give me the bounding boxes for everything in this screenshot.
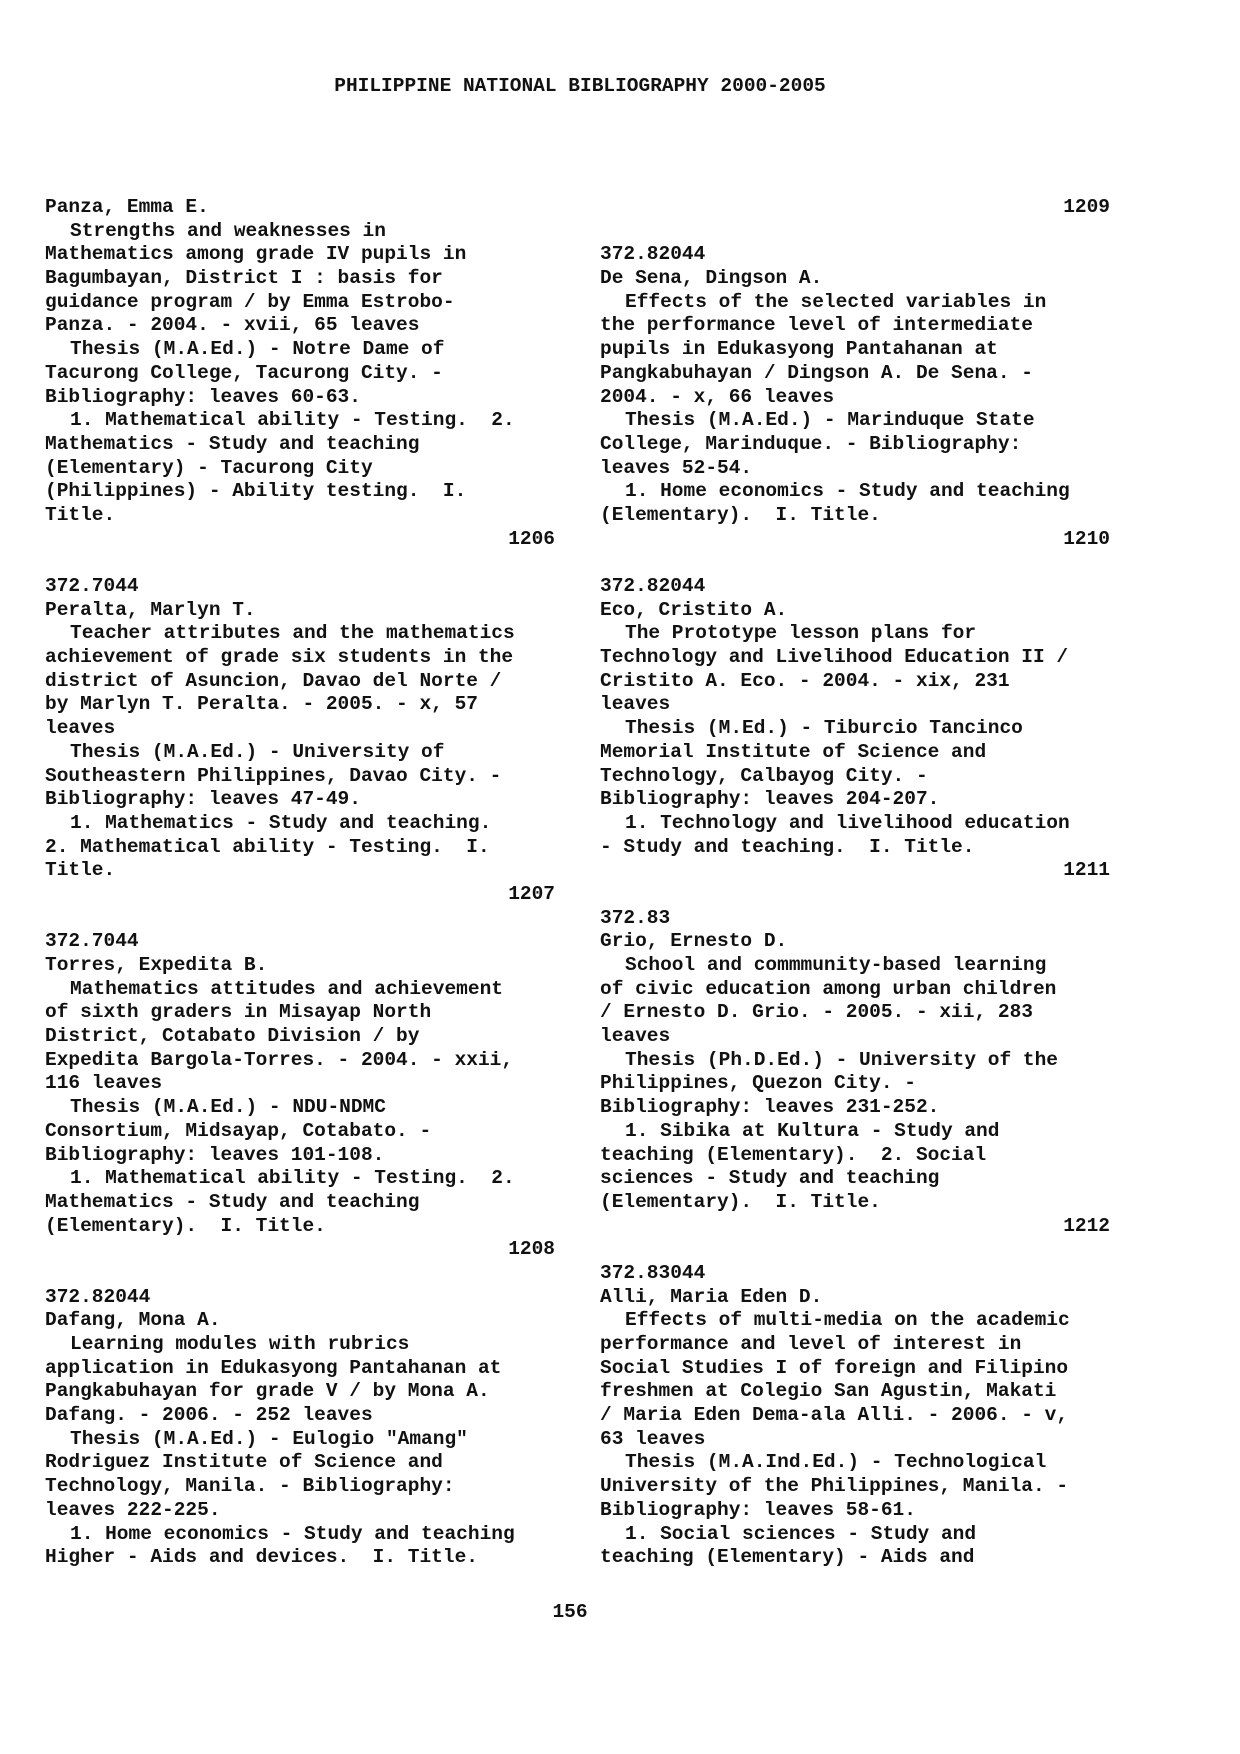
entry-line: leaves	[600, 1025, 671, 1048]
entry-line: Alli, Maria Eden D.	[600, 1285, 823, 1308]
entry-line: 372.82044	[45, 1285, 151, 1308]
entry-line: Effects of multi-media on the academic	[625, 1309, 1070, 1332]
blank-line	[45, 1262, 555, 1286]
entry-line: Higher - Aids and devices. I. Title.	[45, 1546, 478, 1569]
entry-line: Dafang. - 2006. - 252 leaves	[45, 1404, 373, 1427]
entry-number: 1211	[1063, 859, 1110, 882]
entry-line: Tacurong College, Tacurong City. -	[45, 361, 443, 384]
entry-line: Thesis (M.Ed.) - Tiburcio Tancinco	[625, 717, 1023, 740]
entry-line: Consortium, Midsayap, Cotabato. -	[45, 1119, 432, 1142]
entry-line: Dafang, Mona A.	[45, 1309, 221, 1332]
entry-line: Technology, Manila. - Bibliography:	[45, 1475, 455, 1498]
blank-line	[45, 551, 555, 575]
entry-line: Rodriguez Institute of Science and	[45, 1451, 443, 1474]
entry-line: Technology, Calbayog City. -	[600, 764, 928, 787]
entry-line: 372.82044	[600, 243, 706, 266]
entry-line: Strengths and weaknesses in	[70, 219, 386, 242]
entry-line: Pangkabuhayan for grade V / by Mona A.	[45, 1380, 490, 1403]
left-column	[45, 196, 555, 1570]
blank-line	[600, 220, 1110, 244]
entry-line: application in Edukasyong Pantahanan at	[45, 1356, 502, 1379]
entry-line: Thesis (M.A.Ed.) - NDU-NDMC	[70, 1096, 386, 1119]
entry-line: Bibliography: leaves 204-207.	[600, 788, 940, 811]
entry-line: by Marlyn T. Peralta. - 2005. - x, 57	[45, 693, 478, 716]
entry-line: Thesis (M.A.Ed.) - Eulogio "Amang"	[70, 1427, 468, 1450]
entry-line: 1. Social sciences - Study and	[625, 1522, 977, 1545]
entry-line: 63 leaves	[600, 1427, 706, 1450]
entry-line: 1. Technology and livelihood education	[625, 811, 1070, 834]
entry-line: freshmen at Colegio San Agustin, Makati	[600, 1380, 1057, 1403]
entry-line: The Prototype lesson plans for	[625, 622, 977, 645]
entry-line: pupils in Edukasyong Pantahanan at	[600, 338, 998, 361]
entry-line: of sixth graders in Misayap North	[45, 1001, 432, 1024]
entry-line: Pangkabuhayan / Dingson A. De Sena. -	[600, 361, 1033, 384]
blank-line	[600, 551, 1110, 575]
entry-line: Panza. - 2004. - xvii, 65 leaves	[45, 314, 420, 337]
entry-line: 1. Mathematical ability - Testing. 2.	[70, 1167, 515, 1190]
entry-line: 372.83	[600, 906, 671, 929]
entry-line: leaves 52-54.	[600, 456, 753, 479]
entry-line: district of Asuncion, Davao del Norte /	[45, 669, 502, 692]
entry-line: teaching (Elementary) - Aids and	[600, 1546, 975, 1569]
entry-line: / Ernesto D. Grio. - 2005. - xii, 283	[600, 1001, 1033, 1024]
blank-line	[600, 1238, 1110, 1262]
entry-line: Grio, Ernesto D.	[600, 930, 788, 953]
entry-line: leaves	[45, 717, 116, 740]
entry-line: of civic education among urban children	[600, 977, 1057, 1000]
entry-number: 1209	[1063, 196, 1110, 218]
entry-line: Eco, Cristito A.	[600, 598, 788, 621]
entry-line: Thesis (M.A.Ed.) - Notre Dame of	[70, 338, 445, 361]
entry-line: Thesis (M.A.Ed.) - Marinduque State	[625, 409, 1035, 432]
entry-line: Bibliography: leaves 101-108.	[45, 1143, 385, 1166]
entry-line: 372.83044	[600, 1261, 706, 1284]
entry-number: 1210	[1063, 527, 1110, 550]
entry-line: 372.7044	[45, 930, 139, 953]
entry-line: Bibliography: leaves 60-63.	[45, 385, 361, 408]
entry-line: Social Studies I of foreign and Filipino	[600, 1356, 1069, 1379]
entry-line: Mathematics among grade IV pupils in	[45, 243, 467, 266]
entry-line: University of the Philippines, Manila. -	[600, 1475, 1069, 1498]
entry-line: achievement of grade six students in the	[45, 646, 514, 669]
entry-line: College, Marinduque. - Bibliography:	[600, 432, 1022, 455]
entry-line: sciences - Study and teaching	[600, 1167, 940, 1190]
entry-line: Mathematics - Study and teaching	[45, 432, 420, 455]
entry-line: leaves 222-225.	[45, 1498, 221, 1521]
entry-line: Title.	[45, 503, 116, 526]
entry-line: (Philippines) - Ability testing. I.	[45, 480, 467, 503]
entry-line: Effects of the selected variables in	[625, 290, 1047, 313]
entry-line: Bibliography: leaves 231-252.	[600, 1096, 940, 1119]
entry-line: - Study and teaching. I. Title.	[600, 835, 975, 858]
entry-line: Mathematics attitudes and achievement	[70, 977, 503, 1000]
entry-line: 2. Mathematical ability - Testing. I.	[45, 835, 490, 858]
entry-line: Panza, Emma E.	[45, 196, 209, 218]
entry-number: 1212	[1063, 1214, 1110, 1237]
entry-line: Thesis (Ph.D.Ed.) - University of the	[625, 1048, 1058, 1071]
entry-line: Expedita Bargola-Torres. - 2004. - xxii,	[45, 1048, 514, 1071]
entry-line: 2004. - x, 66 leaves	[600, 385, 835, 408]
entry-line: 1. Mathematical ability - Testing. 2.	[70, 409, 515, 432]
entry-line: / Maria Eden Dema-ala Alli. - 2006. - v,	[600, 1404, 1069, 1427]
entry-line: Peralta, Marlyn T.	[45, 598, 256, 621]
entry-line: Learning modules with rubrics	[70, 1333, 410, 1355]
entry-line: teaching (Elementary). 2. Social	[600, 1143, 987, 1166]
right-column	[600, 196, 1110, 1570]
entry-line: Technology and Livelihood Education II /	[600, 646, 1069, 669]
page-number: 156	[552, 1601, 588, 1623]
entry-line: Mathematics - Study and teaching	[45, 1190, 420, 1213]
page-header: PHILIPPINE NATIONAL BIBLIOGRAPHY 2000-2005	[334, 75, 826, 97]
entry-line: Torres, Expedita B.	[45, 954, 268, 976]
entry-line: (Elementary) - Tacurong City	[45, 456, 373, 479]
entry-line: 1. Home economics - Study and teaching	[625, 480, 1070, 503]
entry-line: guidance program / by Emma Estrobo-	[45, 290, 455, 313]
blank-line	[600, 883, 1110, 907]
entry-line: Cristito A. Eco. - 2004. - xix, 231	[600, 669, 1010, 692]
blank-line	[45, 907, 555, 931]
entry-line: (Elementary). I. Title.	[45, 1214, 326, 1237]
entry-line: (Elementary). I. Title.	[600, 1190, 881, 1213]
entry-line: Title.	[45, 859, 116, 882]
entry-line: School and commmunity-based learning	[625, 954, 1047, 976]
entry-line: Thesis (M.A.Ind.Ed.) - Technological	[625, 1451, 1047, 1474]
entry-line: 372.82044	[600, 575, 706, 597]
entry-line: 116 leaves	[45, 1072, 163, 1095]
entry-line: Thesis (M.A.Ed.) - University of	[70, 740, 445, 763]
entry-line: 1. Mathematics - Study and teaching.	[70, 811, 492, 834]
entry-line: 372.7044	[45, 575, 139, 597]
entry-line: Teacher attributes and the mathematics	[70, 622, 515, 645]
entry-line: Bibliography: leaves 47-49.	[45, 788, 361, 811]
entry-line: (Elementary). I. Title.	[600, 503, 881, 526]
entry-line: leaves	[600, 693, 671, 716]
entry-line: the performance level of intermediate	[600, 314, 1033, 337]
entry-number: 1207	[508, 882, 555, 905]
entry-line: performance and level of interest in	[600, 1333, 1022, 1355]
entry-line: Bagumbayan, District I : basis for	[45, 267, 443, 290]
entry-line: Memorial Institute of Science and	[600, 740, 987, 763]
entry-line: 1. Home economics - Study and teaching	[70, 1522, 515, 1545]
entry-line: De Sena, Dingson A.	[600, 267, 823, 290]
entry-line: Philippines, Quezon City. -	[600, 1072, 916, 1095]
entry-line: 1. Sibika at Kultura - Study and	[625, 1119, 1000, 1142]
entry-line: District, Cotabato Division / by	[45, 1025, 420, 1048]
entry-line: Southeastern Philippines, Davao City. -	[45, 764, 502, 787]
entry-line: Bibliography: leaves 58-61.	[600, 1498, 916, 1521]
entry-number: 1208	[508, 1238, 555, 1261]
entry-number: 1206	[508, 527, 555, 550]
